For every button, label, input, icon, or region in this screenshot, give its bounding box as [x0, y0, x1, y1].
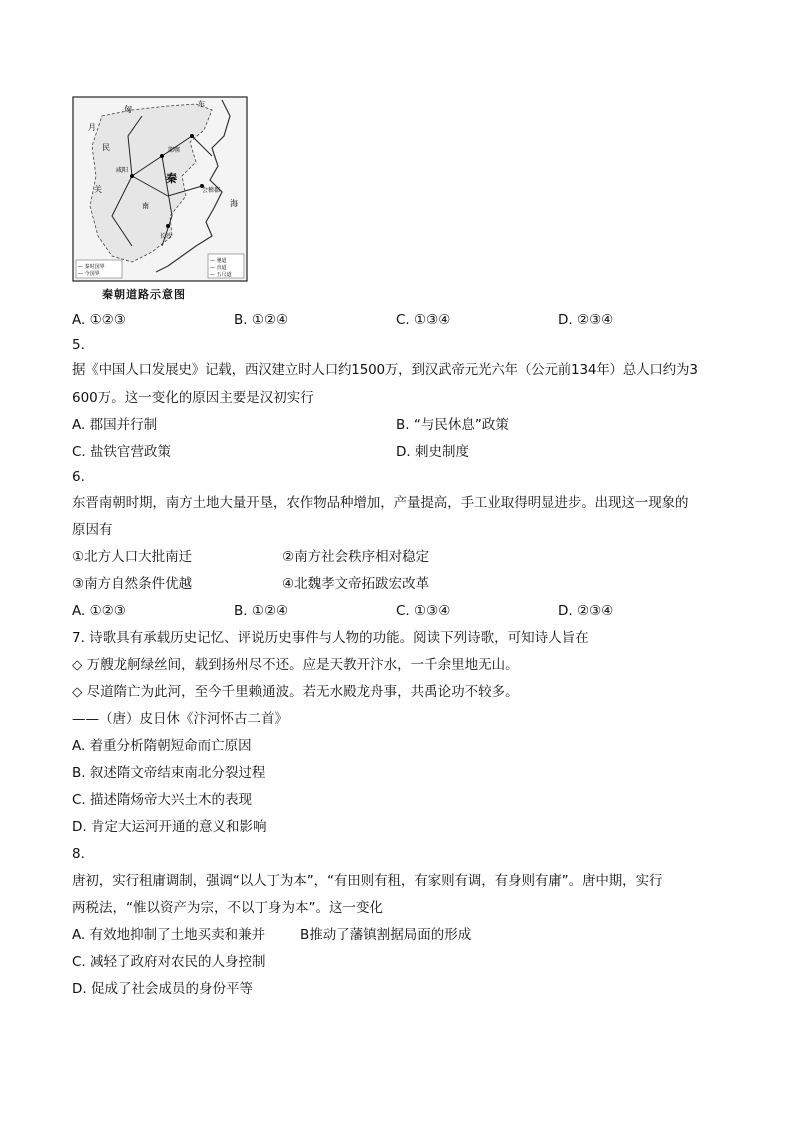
q8-stem-line2: 两税法，“惟以资产为宗，不以丁身为本”。这一变化 [72, 900, 383, 916]
map-caption: 秦朝道路示意图 [102, 288, 186, 301]
q5-stem-line1: 据《中国人口发展史》记载，西汉建立时人口约1500万，到汉武帝元光六年（公元前134年）总人口约为3 [72, 362, 698, 378]
q8-option-a[interactable]: A. 有效地抑制了土地买卖和兼并 [72, 927, 266, 943]
map-label: 关 [94, 185, 102, 194]
q8-option-c[interactable]: C. 减轻了政府对农民的人身控制 [72, 954, 266, 970]
q5-option-b[interactable]: B. “与民休息”政策 [396, 417, 509, 433]
q4-option-d[interactable]: D. ②③④ [558, 312, 614, 328]
map-label: 月 [88, 123, 96, 132]
map-label: 邯郸 [168, 147, 181, 154]
q6-option-b[interactable]: B. ①②④ [234, 603, 289, 619]
map-label: 秦 [166, 172, 177, 185]
map-label: 会稽郡 [202, 187, 221, 194]
q8-option-d[interactable]: D. 促成了社会成员的身份平等 [72, 981, 253, 997]
q6-item-2: ②南方社会秩序相对稳定 [282, 549, 430, 565]
q8-stem-line1: 唐初，实行租庸调制，强调“以人丁为本”，“有田则有租，有家则有调，有身则有庸”。唐中期，实行 [72, 873, 663, 889]
q6-option-d[interactable]: D. ②③④ [558, 603, 614, 619]
map-image [72, 96, 248, 282]
map-legend-item: — 秦时国界 [78, 264, 105, 270]
q6-item-3: ③南方自然条件优越 [72, 576, 193, 592]
q7-option-d[interactable]: D. 肯定大运河开通的意义和影响 [72, 819, 267, 835]
q6-number: 6. [72, 469, 85, 485]
q8-number: 8. [72, 846, 85, 862]
map-label: 匈 [124, 105, 132, 114]
q6-item-1: ①北方人口大批南迁 [72, 549, 193, 565]
q5-option-c[interactable]: C. 盐铁官营政策 [72, 444, 172, 460]
q7-option-c[interactable]: C. 描述隋炀帝大兴土木的表现 [72, 792, 253, 808]
q6-option-c[interactable]: C. ①③④ [396, 603, 451, 619]
map-label: 民 [102, 143, 110, 152]
q5-option-a[interactable]: A. 郡国并行制 [72, 417, 158, 433]
q5-stem-line2: 600万。这一变化的原因主要是汉初实行 [72, 390, 314, 406]
qin-road-map [72, 96, 248, 282]
q5-option-d[interactable]: D. 刺史制度 [396, 444, 469, 460]
q6-stem-line1: 东晋南朝时期，南方土地大量开垦，农作物品种增加，产量提高，手工业取得明显进步。出现这一现象的 [72, 495, 689, 511]
q6-option-a[interactable]: A. ①②③ [72, 603, 126, 619]
q7-source: ——（唐）皮日休《汴河怀古二首》 [72, 711, 288, 727]
map-label: 东 [198, 100, 205, 108]
q7-option-b[interactable]: B. 叙述隋文帝结束南北分裂过程 [72, 765, 266, 781]
map-label: 南 [142, 202, 149, 210]
q7-option-a[interactable]: A. 着重分析隋朝短命而亡原因 [72, 738, 252, 754]
map-legend-item: — 驰道 [210, 258, 227, 264]
q4-option-a[interactable]: A. ①②③ [72, 312, 126, 328]
q6-stem-line2: 原因有 [72, 522, 113, 538]
q7-poem-2: ◇ 尽道隋亡为此河，至今千里赖通波。若无水殿龙舟事，共禹论功不较多。 [72, 684, 519, 700]
map-legend-item: — 直道 [210, 265, 227, 271]
map-label: 咸阳 [116, 167, 129, 174]
map-legend-item: — 今国界 [78, 271, 100, 277]
q6-item-4: ④北魏孝文帝拓跋宏改革 [282, 576, 430, 592]
q7-poem-1: ◇ 万艘龙舸绿丝间，载到扬州尽不还。应是天教开汴水，一千余里地无山。 [72, 657, 519, 673]
q7-stem: 7. 诗歌具有承载历史记忆、评说历史事件与人物的功能。阅读下列诗歌，可知诗人旨在 [72, 630, 589, 646]
q5-number: 5. [72, 337, 85, 353]
map-label: 海 [230, 199, 238, 208]
map-legend-item: — 五尺道 [210, 272, 232, 278]
q8-option-b[interactable]: B推动了藩镇割据局面的形成 [300, 927, 472, 943]
q4-option-c[interactable]: C. ①③④ [396, 312, 451, 328]
q4-option-b[interactable]: B. ①②④ [234, 312, 289, 328]
map-label: 长沙 [160, 233, 173, 240]
